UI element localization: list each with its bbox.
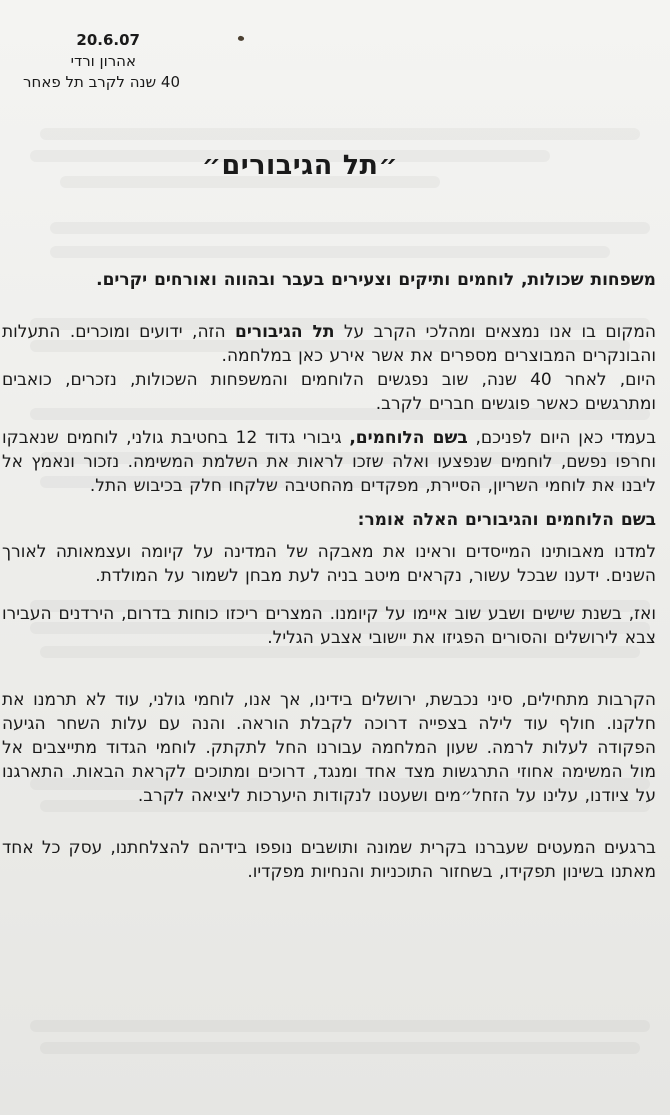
header-author: אהרון ורדי bbox=[70, 52, 136, 70]
header-date: 20.6.07 bbox=[76, 31, 140, 49]
paragraph-place-post: הזה, ידועים ומוכרים. התעלות והבונקרים המבוצרים מספרים את אשר אירע כאן במלחמה. bbox=[2, 322, 656, 366]
document-title: ״תל הגיבורים״ bbox=[201, 150, 399, 181]
paragraph-place-pre: המקום בו אנו נמצאים ומהלכי הקרב על bbox=[343, 322, 656, 342]
ink-speck bbox=[237, 35, 245, 42]
paragraph-today: היום, לאחר 40 שנה, שוב נפגשים הלוחמים והמשפחות השכולות, נזכרים, כואבים ומתרגשים כאשר פוגשים חברים לקרב. bbox=[2, 370, 656, 414]
paragraph-place bbox=[2, 320, 656, 368]
header-event: 40 שנה לקרב תל פאחר bbox=[23, 73, 180, 91]
paragraph-1967: ואז, בשנת שישים ושבע שוב איימו על קיומנו. המצרים ריכזו כוחות בדרום, הירדנים העבירו צבא לירושלים והסורים הפגיזו את יישובי אצבע הגליל. bbox=[2, 604, 656, 648]
paragraph-place-bold: תל הגיבורים bbox=[235, 322, 335, 342]
paragraph-on-behalf-bold: בשם הלוחמים, bbox=[349, 428, 468, 448]
intro-paragraph: משפחות שכולות, לוחמים ותיקים וצעירים בעבר ובהווה ואורחים יקרים. bbox=[96, 270, 656, 290]
paragraph-learned: למדנו מאבותינו המייסדים וראינו את מאבקה של המדינה על קיומה ועצמאותה לאורך השנים. ידענו שבכל עשור, נקראים מיטב בניה לעת מבחן לשמור על המולדת. bbox=[2, 542, 656, 586]
paragraph-on-behalf bbox=[2, 426, 656, 498]
paragraph-battles: הקרבות מתחילים, סיני נכבשת, ירושלים בידינו, אך אנו, לוחמי גולני, עוד לא תרמנו את חלקנו. חולף עוד לילה בצפייה דרוכה לקבלת הוראה. והנה עם עלות השחר הגיעה הפקודה לעלות לרמה. שעון המלחמה עבורנו החל לתקתק. לוחמי הגדוד מתייצבים אל מול המשימה אחוזי התרגשות מצד אחד ומנגד, דרוכים ומתוכים לקראת הבאות. התארגנו על ציודנו, עלינו על הזחל״מים ושעטנו לנקודות היערכות ליציאה לקרב. bbox=[2, 690, 656, 806]
paragraph-kiryat-shmona: ברגעים המעטים שעברנו בקרית שמונה ותושבים נופפו בידיהם להצלחתנו, עסק כל אחד מאתנו בשינון תפקידו, בשחזור התוכניות והנחיות מפקדיו. bbox=[2, 838, 656, 882]
document-title-wrapper bbox=[0, 150, 670, 181]
paragraph-on-behalf-post: גיבורי גדוד 12 בחטיבת גולני, לוחמים שנאבקו וחרפו נפשם, לוחמים שנפצעו ואלה שזכו לראות את השלמת המשימה. נזכור ונאמץ אל ליבנו את לוחמי השריון, הסיירת, מפקדים מהחטיבה שלקחו חלק בכיבוש התל. bbox=[2, 428, 656, 496]
section-heading: בשם הלוחמים והגיבורים האלה אומר: bbox=[357, 510, 656, 530]
document-body bbox=[2, 268, 656, 884]
paragraph-on-behalf-pre: בעמדי כאן היום לפניכם, bbox=[475, 428, 657, 448]
document-header bbox=[23, 30, 180, 93]
